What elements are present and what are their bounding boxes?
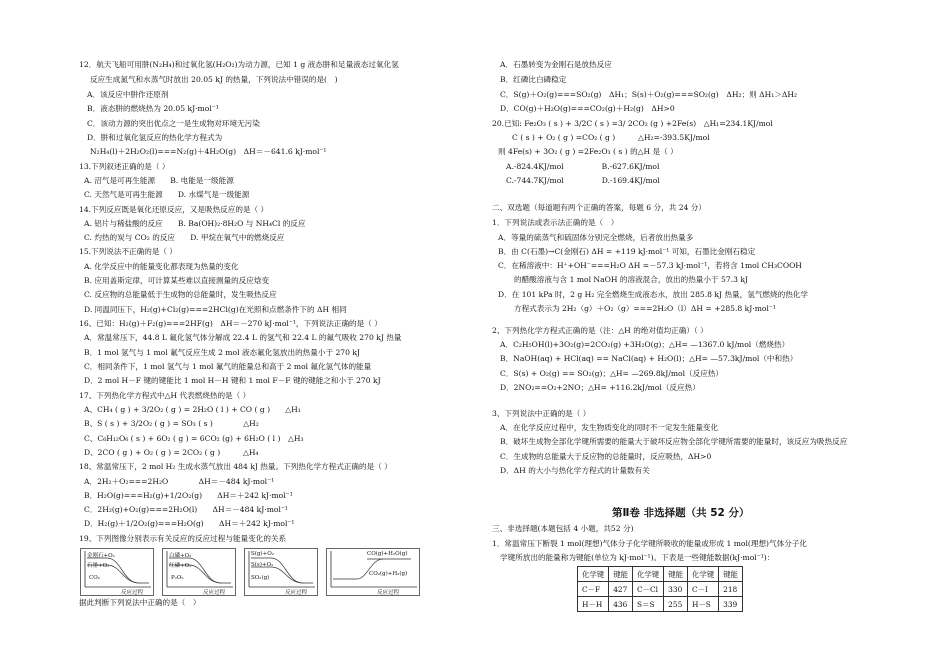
mc2-option-a: A．C₂H₅OH(l)+3O₂(g)=2CO₂(g) +3H₂O(g)；△H= —1367.0 kJ/mol（燃烧热） — [500, 340, 790, 349]
diagram-1-bottom-label: CO₂ — [89, 575, 100, 581]
energy-diagram-3 — [244, 548, 318, 596]
table-cell: 255 — [664, 597, 688, 612]
diagram-4-top-label: CO(g)+H₂O(g) — [367, 551, 408, 557]
q15-stem: 15.下列说法不正确的是（ ） — [79, 247, 178, 256]
table-cell: 218 — [719, 582, 743, 597]
diagram-3-bottom-label: SO₂(g) — [251, 575, 270, 581]
diagram-4-mid-label: CO₂(g)+H₂(g) — [369, 571, 408, 577]
q15-option-a: A. 化学反应中的能量变化都表现为热量的变化 — [84, 262, 239, 271]
table-cell: 330 — [664, 582, 688, 597]
q18-option-c: C．2H₂(g)+O₂(g)===2H₂O(l) ΔH＝－484 kJ·mol⁻¹ — [84, 505, 288, 514]
q15-option-c: C. 反应物的总能量低于生成物的总能量时，发生吸热反应 — [84, 290, 277, 299]
q20-question: 则 4Fe(s) + 3O₂ ( g ) =2Fe₂O₃ ( s ) 的△H 是（ ） — [498, 147, 678, 156]
table-cell: 化学键 — [687, 567, 718, 582]
energy-diagram-1 — [80, 548, 154, 596]
q16-option-a: A．常温常压下，44.8 L 氟化氢气体分解成 22.4 L 的氢气和 22.4 L 的氟气吸收 270 kJ 热量 — [84, 333, 402, 342]
q17-option-c: C、C₆H₁₂O₆ ( s ) + 6O₂ ( g ) = 6CO₂ (g) + 6H₂O ( l ) △H₃ — [84, 434, 304, 443]
q15-option-d: D. 同温同压下，H₂(g)+Cl₂(g)===2HCl(g)在光照和点燃条件下的 ΔH 相同 — [84, 305, 347, 314]
q3-1-stem-2: 学键所放出的能量称为键能(单位为 kJ·mol⁻¹)。下表是一些键能数据(kJ·mol⁻¹)： — [500, 553, 775, 562]
q14-options-ab: A. 铝片与稀盐酸的反应 B. Ba(OH)₂·8H₂O 与 NH₄Cl 的反应 — [84, 219, 306, 228]
table-cell: 键能 — [719, 567, 743, 582]
mc1-option-d-2: 方程式表示为 2H₂（g）＋O₂（g）===2H₂O（l）ΔH = +285.8 kJ·mol⁻¹ — [514, 304, 776, 313]
q18-stem: 18、常温常压下，2 mol H₂ 生成水蒸气放出 484 kJ 热量。下列热化学方程式正确的是（ ） — [79, 462, 392, 471]
q13-options-ab: A. 沼气是可再生能源 B. 电能是一级能源 — [84, 176, 234, 185]
q17-option-d: D、2CO ( g ) + O₂ ( g ) = 2CO₂ ( g ) △H₄ — [84, 448, 259, 457]
q17-stem: 17、下列热化学方程式中△H 代表燃烧热的是（ ） — [79, 391, 251, 400]
mc1-option-b: B．由 C(石墨)→C(金刚石) ΔH = +119 kJ·mol⁻¹ 可知，石墨比金刚石稳定 — [498, 247, 756, 256]
table-cell: H－H — [578, 597, 609, 612]
table-cell: 化学键 — [578, 567, 609, 582]
q17-option-b: B、S ( s ) + 3/2O₂ ( g ) = SO₃ ( s ) △H₂ — [84, 419, 259, 428]
q19-option-b: B．红磷比白磷稳定 — [500, 75, 567, 84]
q12-option-c: C．该动力源的突出优点之一是生成物对环境无污染 — [87, 119, 260, 128]
table-cell: 339 — [719, 597, 743, 612]
q12-option-a: A．该反应中肼作还原剂 — [87, 90, 169, 99]
q17-option-a: A、CH₄ ( g ) + 3/2O₂ ( g ) = 2H₂O ( l ) + CO ( g ) △H₁ — [84, 405, 301, 414]
q18-option-b: B．H₂O(g)===H₂(g)+1/2O₂(g) ΔH＝＋242 kJ·mol⁻¹ — [84, 491, 293, 500]
energy-diagram-2 — [162, 548, 236, 596]
mc2-stem: 2、下列热化学方程式正确的是（注：△H 的绝对值均正确）（ ） — [492, 326, 708, 335]
diagram-2-x-label: 反应过程 — [203, 590, 226, 596]
q20-equation-2: C ( s ) + O₂ ( g ) =CO₂ ( g ) △H₂=-393.5KJ/mol — [512, 133, 710, 142]
diagram-1-x-label: 反应过程 — [121, 590, 144, 596]
table-cell: C－I — [687, 582, 718, 597]
q14-options-cd: C. 灼热的炭与 CO₂ 的反应 D. 甲烷在氧气中的燃烧反应 — [84, 233, 285, 242]
table-cell: 键能 — [664, 567, 688, 582]
table-cell: 化学键 — [632, 567, 663, 582]
table-cell: 436 — [609, 597, 633, 612]
q14-stem: 14.下列反应既是氧化还原反应，又是吸热反应的是（ ） — [79, 205, 269, 214]
q20-stem: 20.已知: Fe₂O₃ ( s ) + 3/2C ( s ) =3/ 2CO₂ (g ) +2Fe(s) △H₁=234.1KJ/mol — [492, 119, 773, 128]
energy-diagram-4 — [326, 548, 420, 596]
diagram-3-mid-label: S(s)+O₂ — [251, 562, 274, 568]
table-cell: C－F — [578, 582, 609, 597]
q13-options-cd: C. 天然气是可再生能源 D. 水煤气是一级能源 — [84, 190, 250, 199]
mc2-option-b: B．NaOH(aq) + HCl(aq) == NaCl(aq) + H₂O(l)；△H= —57.3kJ/mol（中和热） — [500, 354, 798, 363]
q16-option-c: C．相同条件下，1 mol 氢气与 1 mol 氟气的能量总和高于 2 mol 氟化氢气体的能量 — [84, 362, 372, 371]
table-cell: 427 — [609, 582, 633, 597]
q12-stem-2: 反应生成氮气和水蒸气时放出 20.05 kJ 的热量，下列说法中错误的是( ) — [90, 75, 338, 84]
mc1-option-a: A．等量的硫蒸气和硫固体分别完全燃烧，后者放出热量多 — [498, 233, 694, 242]
table-cell: C－Cl — [632, 582, 663, 597]
diagram-1-top-label: 金刚石+O₂ — [87, 553, 115, 559]
table-cell: H－S — [687, 597, 718, 612]
diagram-2-top-label: 白磷+O₂ — [169, 553, 192, 559]
diagram-4-x-label: 反应过程 — [377, 590, 400, 596]
diagram-3-top-label: S(g)+O₂ — [251, 551, 274, 557]
q12-option-d: D．肼和过氧化氢反应的热化学方程式为 — [87, 133, 223, 142]
mc3-stem: 3、下列说法中正确的是（ ） — [492, 409, 591, 418]
q15-option-b: B. 应用盖斯定律，可计算某些难以直接测量的反应焓变 — [84, 276, 270, 285]
q19-prompt: 据此判断下列说法中正确的是（ ） — [79, 598, 201, 607]
table-row — [578, 567, 743, 582]
mc3-option-c: C．生成物的总能量大于反应物的总能量时，反应吸热，ΔH>0 — [500, 452, 712, 461]
diagram-1-mid-label: 石墨+O₂ — [87, 563, 110, 569]
mc2-option-c: C．S(s) + O₂(g) == SO₂(g)；△H= —269.8kJ/mol（反应热） — [500, 369, 724, 378]
mc1-option-c-2: 的醋酸溶液与含 1 mol NaOH 的溶液混合，放出的热量小于 57.3 kJ — [514, 275, 748, 284]
mc1-option-c-1: C．在稀溶液中：H⁺+OH⁻===H₂O ΔH =－57.3 kJ·mol⁻¹，若将含 1mol CH₃COOH — [498, 261, 802, 270]
q16-option-d: D．2 mol H－F 键的键能比 1 mol H－H 键和 1 mol F－F 键的键能之和小于 270 kJ — [84, 376, 381, 385]
q12-stem-1: 12．航天飞船可用肼(N₂H₄)和过氧化氢(H₂O₂)为动力源，已知 1 g 液态肼和足量液态过氧化氢 — [79, 60, 399, 69]
bond-energy-table — [577, 566, 743, 612]
q13-stem: 13.下列叙述正确的是（ ） — [79, 162, 170, 171]
q19-option-a: A．石墨转变为金刚石是放热反应 — [500, 60, 612, 69]
part-2-title: 第Ⅱ卷 非选择题（共 52 分） — [612, 507, 750, 519]
q20-options-ab: A.-824.4KJ/mol B.-627.6KJ/mol — [506, 162, 660, 171]
table-cell: 键能 — [609, 567, 633, 582]
q19-option-d: D．CO(g)＋H₂O(g)===CO₂(g)＋H₂(g) ΔH>0 — [500, 104, 675, 113]
table-row — [578, 582, 743, 597]
q18-option-a: A．2H₂＋O₂===2H₂O ΔH＝－484 kJ·mol⁻¹ — [84, 477, 275, 486]
q20-options-cd: C.-744.7KJ/mol D.-169.4KJ/mol — [506, 176, 660, 185]
diagram-2-bottom-label: P₂O₅ — [171, 575, 184, 581]
diagram-2-mid-label: 红磷+O₂ — [169, 563, 192, 569]
q18-option-d: D．H₂(g)＋1/2O₂(g)===H₂O(g) ΔH＝＋242 kJ·mol⁻¹ — [84, 519, 295, 528]
mc3-option-b: B．破坏生成物全部化学键所需要的能量大于破坏反应物全部化学键所需要的能量时，该反应为吸热反应 — [500, 437, 848, 446]
mc3-option-d: D．ΔH 的大小与热化学方程式的计量数有关 — [500, 466, 650, 475]
q3-1-stem-1: 1．常温常压下断裂 1 mol(理想)气体分子化学键所吸收的能量或形成 1 mol(理想)气体分子化 — [492, 539, 807, 548]
q12-option-b: B．液态肼的燃烧热为 20.05 kJ·mol⁻¹ — [87, 104, 219, 113]
q12-equation: N₂H₄(l)＋2H₂O₂(l)===N₂(g)＋4H₂O(g) ΔH＝－641.6 kJ·mol⁻¹ — [90, 147, 327, 156]
q16-option-b: B．1 mol 氢气与 1 mol 氟气反应生成 2 mol 液态氟化氢放出的热量小于 270 kJ — [84, 348, 361, 357]
q16-stem: 16、已知：H₂(g)＋F₂(g)===2HF(g) ΔH＝－270 kJ·mol⁻¹，下列说法正确的是（ ） — [79, 319, 382, 328]
table-cell: S＝S — [632, 597, 663, 612]
section-2-heading: 二、双选题（每道题有两个正确的答案，每题 6 分，共 24 分） — [492, 203, 706, 212]
section-3-heading: 三、非选择题(本题包括 4 小题，共52 分) — [492, 524, 634, 533]
table-row — [578, 597, 743, 612]
q19-stem: 19、下列图像分别表示有关反应的反应过程与能量变化的关系 — [79, 534, 287, 543]
mc1-option-d-1: D．在 101 kPa 时，2 g H₂ 完全燃烧生成液态水，放出 285.8 kJ 热量，氢气燃烧的热化学 — [498, 290, 808, 299]
q19-option-c: C．S(g)＋O₂(g)===SO₂(g) ΔH₁；S(s)＋O₂(g)===SO₂(g) ΔH₂；则 ΔH₁＞ΔH₂ — [500, 90, 797, 99]
diagram-3-x-label: 反应过程 — [285, 590, 308, 596]
mc3-option-a: A．在化学反应过程中，发生物质变化的同时不一定发生能量变化 — [500, 423, 719, 432]
mc1-stem: 1．下列说法或表示法正确的是（ ） — [492, 218, 619, 227]
mc2-option-d: D．2NO₂==O₂+2NO；△H= +116.2kJ/mol（反应热） — [500, 383, 700, 392]
